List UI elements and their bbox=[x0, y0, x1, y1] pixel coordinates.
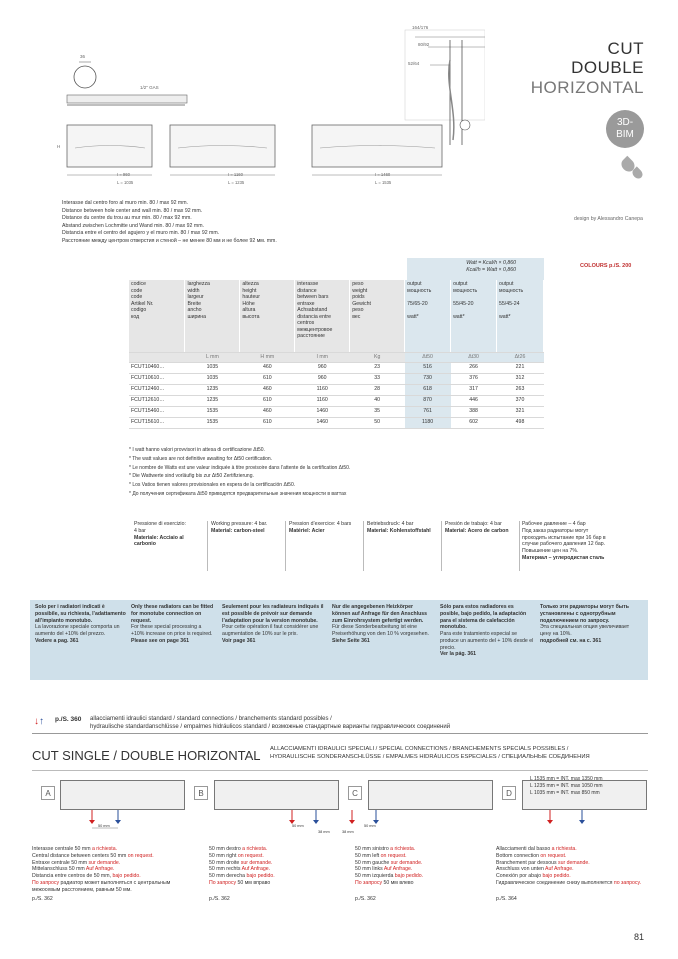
material-text: Materiale: Acciaio al carbonio bbox=[134, 534, 184, 548]
caption-highlight: По запросу bbox=[355, 879, 384, 886]
watt-note: * I watt hanno valori provvisori in attesa di certificazione Δt50. bbox=[129, 447, 265, 453]
cell-output: 498 bbox=[497, 417, 544, 428]
caption-line bbox=[209, 853, 339, 860]
caption-text: 50 mm left bbox=[355, 852, 381, 859]
col-header-output-1: output мощность 75/65-20 watt* bbox=[405, 280, 451, 352]
gas-label: 1/2" GAS bbox=[140, 85, 159, 90]
caption-line bbox=[209, 866, 339, 873]
cell: 1535 bbox=[185, 417, 240, 428]
distance-note: Distance du centre du trou au mur min. 80 / max 92 mm. bbox=[62, 215, 192, 222]
section-title: CUT SINGLE / DOUBLE HORIZONTAL bbox=[32, 748, 261, 763]
option-a-caption bbox=[32, 846, 197, 903]
col-header-output-2: output мощность 55/45-20 watt* bbox=[451, 280, 497, 352]
material-text: Material: Kohlenstoffstahl bbox=[367, 527, 431, 534]
3d-bim-badge[interactable] bbox=[606, 110, 644, 148]
caption-text: Гидравлическое соединение снизу выполняется bbox=[496, 879, 614, 886]
caption-text: 50 mm links bbox=[355, 866, 384, 873]
monotube-bold: Only these radiators can be fitted for monotube connection on request. bbox=[131, 604, 214, 624]
monotube-bold: Seulement pour les radiateurs indiqués il est possible de prévoir sur demande l’adaptation pour la version monotube. bbox=[222, 604, 324, 624]
standard-ref[interactable]: p./S. 360 bbox=[55, 716, 82, 723]
cell: 460 bbox=[240, 406, 295, 417]
monotube-text: La lavorazione speciale comporta un aumento del +10% del prezzo. bbox=[35, 624, 120, 637]
caption-text: Bottom connection bbox=[496, 852, 541, 859]
table-row bbox=[129, 384, 544, 395]
conversion-box bbox=[407, 258, 544, 280]
table-row bbox=[129, 373, 544, 384]
pressure-text: Presión de trabajo: 4 bar bbox=[445, 521, 502, 527]
cell-output: 761 bbox=[405, 406, 451, 417]
cell-output: 446 bbox=[451, 395, 497, 406]
cell-output: 221 bbox=[497, 362, 544, 373]
caption-text: 50 mm derecha bbox=[209, 873, 247, 879]
title-line-1: CUT bbox=[607, 39, 644, 58]
dim-50-a: 50 mm bbox=[98, 824, 110, 828]
distance-note: Interasse dal centro foro al muro min. 80 / max 92 mm. bbox=[62, 200, 188, 206]
monotube-ref[interactable]: Please see on page 361 bbox=[131, 637, 189, 644]
cell: 1235 bbox=[185, 395, 240, 406]
material-text: Material: Acero de carbon bbox=[445, 527, 509, 534]
watt-note: * Die Wattwerte sind vorläufig bis zur Δt50 Zertifizierung. bbox=[129, 473, 254, 480]
conversion-line: Kcal/h = Watt × 0,860 bbox=[466, 266, 516, 273]
d-note: L 1535 mm = INT. max 1350 mm bbox=[530, 776, 603, 782]
caption-highlight: on request. bbox=[127, 852, 154, 859]
standard-line-1: allacciamenti idraulici standard / standard connections / branchements standard possibles / bbox=[90, 716, 332, 722]
option-ref[interactable]: p./S. 362 bbox=[32, 896, 53, 903]
pressure-text: Betriebsdruck: 4 bar bbox=[367, 521, 414, 527]
d-note: L 1235 mm = INT. max 1050 mm bbox=[530, 782, 603, 789]
monotube-bold: Nur die angegebenen Heizkörper können auf Anfrage für den Anschluss zum Einrohrsystem gefertigt werden. bbox=[332, 604, 428, 624]
cell-code: FCUT10460… bbox=[129, 362, 185, 373]
caption-text: Branchement par dessous bbox=[496, 859, 558, 866]
caption-line bbox=[209, 846, 339, 853]
monotube-bold: Только эти радиаторы могут быть установлены с однотрубным подключением по запросу. bbox=[540, 604, 629, 624]
caption-line bbox=[355, 846, 485, 853]
cell: 50 bbox=[350, 417, 405, 428]
dim-164-176: 164/176 bbox=[412, 25, 429, 30]
caption-line bbox=[355, 860, 485, 867]
distance-note: Distance between hole center and wall min. 80 / max 92 mm. bbox=[62, 207, 203, 214]
rad3-i: I = 1460 bbox=[375, 172, 391, 177]
cell: 33 bbox=[350, 373, 405, 384]
caption-highlight: on request. bbox=[380, 852, 407, 859]
monotube-de bbox=[332, 604, 432, 645]
caption-highlight: Auf Anfrage. bbox=[545, 866, 574, 873]
caption-line bbox=[209, 860, 339, 867]
caption-line bbox=[355, 873, 485, 880]
cell-code: FCUT15610… bbox=[129, 417, 185, 428]
caption-text: Anschluss von unten bbox=[496, 866, 546, 873]
watt-note: * Los Vatios tienen valores provisionales en espera de la certificación Δt50. bbox=[129, 482, 296, 488]
caption-highlight: bajo pedido. bbox=[542, 873, 571, 879]
pressure-text: Working pressure: 4 bar. bbox=[211, 521, 268, 527]
caption-text: 50 мм вправо bbox=[237, 879, 271, 886]
caption-highlight: Auf Anfrage. bbox=[383, 866, 413, 873]
rad1-l: L = 1035 bbox=[117, 180, 134, 185]
caption-highlight: По запросу bbox=[209, 879, 238, 886]
caption-line bbox=[209, 873, 339, 880]
pipe-arrows bbox=[60, 808, 650, 838]
cell: 23 bbox=[350, 362, 405, 373]
monotube-text: Эта специальная опция увеличивает цену на 10%. bbox=[540, 624, 630, 637]
caption-line bbox=[32, 880, 197, 887]
caption-line bbox=[496, 866, 646, 873]
units-row bbox=[129, 352, 544, 362]
material-text: Material: carbon-steel bbox=[211, 527, 265, 534]
caption-line bbox=[496, 880, 646, 887]
cell-output: 317 bbox=[451, 384, 497, 395]
option-b-label: B bbox=[194, 786, 208, 800]
cell-code: FCUT10610… bbox=[129, 373, 185, 384]
radiator-c bbox=[368, 780, 493, 810]
caption-highlight: sur demande. bbox=[240, 859, 273, 866]
table-row bbox=[129, 417, 544, 428]
distance-note: Distancia entre el centro del agujero y el muro min. 80 / max 92 mm. bbox=[62, 230, 220, 237]
material-text: Материал – углеродистая сталь bbox=[522, 554, 605, 561]
pressure-text: Pression d’exercice: 4 bars bbox=[289, 521, 352, 527]
unit-cell: Δt50 bbox=[405, 352, 451, 362]
caption-highlight: bajo pedido. bbox=[112, 873, 141, 879]
rad2-l: L = 1235 bbox=[228, 180, 245, 185]
monotube-text: Para este tratamiento especial se produce un aumento del + 10% desde el precio. bbox=[440, 631, 534, 651]
pressure-ru bbox=[522, 521, 612, 562]
caption-text: 50 mm right bbox=[209, 852, 238, 859]
cell-output: 516 bbox=[405, 362, 451, 373]
cell-code: FCUT12610… bbox=[129, 395, 185, 406]
caption-highlight: Auf Anfrage. bbox=[85, 866, 115, 873]
divider bbox=[363, 521, 364, 571]
cell: 460 bbox=[240, 362, 295, 373]
caption-text: Entraxe centrale 50 mm bbox=[32, 859, 89, 866]
cell: 610 bbox=[240, 395, 295, 406]
conversion-line: Watt = Kcal/h × 0,860 bbox=[466, 260, 516, 266]
pressure-de bbox=[367, 521, 439, 535]
cell-output: 602 bbox=[451, 417, 497, 428]
unit-cell: Kg bbox=[350, 352, 405, 362]
caption-highlight: a richiesta. bbox=[551, 846, 577, 852]
caption-highlight: a richiesta. bbox=[91, 846, 118, 852]
h-label: H bbox=[57, 144, 61, 149]
col-header-code: codice code code Artikel Nr. codigo код bbox=[129, 280, 185, 352]
monotube-bold: Solo per i radiatori indicati è possibile, su richiesta, l’adattamento all’impianto monotubo. bbox=[35, 604, 126, 624]
radiator-b bbox=[214, 780, 339, 810]
dim-52-64: 52/64 bbox=[408, 61, 420, 66]
caption-highlight: a richiesta. bbox=[242, 846, 268, 852]
d-notes bbox=[530, 776, 602, 796]
caption-highlight: on request. bbox=[237, 852, 264, 859]
unit-cell: I mm bbox=[295, 352, 350, 362]
caption-line bbox=[496, 853, 646, 860]
caption-text: Interasse centrale 50 mm bbox=[32, 846, 92, 852]
title-line-2: DOUBLE bbox=[571, 58, 644, 77]
unit-cell: H mm bbox=[240, 352, 295, 362]
option-c-caption bbox=[355, 846, 485, 903]
caption-highlight: sur demande. bbox=[390, 859, 423, 866]
cell-output: 1180 bbox=[405, 417, 451, 428]
caption-text: 50 mm sinistro bbox=[355, 846, 391, 852]
caption-text: Distancia entre centros de 50 mm, bbox=[32, 873, 113, 879]
caption-highlight: on request. bbox=[540, 852, 567, 859]
pressure-en bbox=[211, 521, 283, 535]
watt-notes bbox=[129, 447, 350, 500]
col-header-distance: interasse distance between bars entraxe Achsabstand distancia entre centros межцентровое расстояние bbox=[295, 280, 350, 352]
cell-output: 312 bbox=[497, 373, 544, 384]
page-number: 81 bbox=[634, 932, 645, 942]
caption-text: Mittelanschluss 50 mm bbox=[32, 866, 86, 873]
divider bbox=[32, 770, 648, 771]
cell: 960 bbox=[295, 362, 350, 373]
divider bbox=[285, 521, 286, 571]
caption-line bbox=[496, 873, 646, 880]
monotube-bold: Sólo para estos radiadores es posible, bajo pedido, la adaptación para el sistema de calefacción monotubo. bbox=[440, 604, 527, 631]
watt-note: * The watt values are not definitive awaiting for Δt50 certification. bbox=[129, 455, 273, 462]
cell: 1460 bbox=[295, 406, 350, 417]
col-header-weight: peso weight poids Gewicht peso вес bbox=[350, 280, 405, 352]
cell: 460 bbox=[240, 384, 295, 395]
monotube-ru bbox=[540, 604, 638, 645]
caption-text: Conexión por abajo bbox=[496, 873, 543, 879]
cell-output: 263 bbox=[497, 384, 544, 395]
divider bbox=[519, 521, 520, 571]
caption-line bbox=[355, 866, 485, 873]
dim-80-92: 80/92 bbox=[418, 42, 430, 47]
caption-line bbox=[32, 873, 197, 880]
caption-line bbox=[496, 846, 646, 853]
caption-text: Central distance between centers 50 mm bbox=[32, 852, 128, 859]
option-ref[interactable]: p./S. 364 bbox=[496, 896, 517, 902]
monotube-ref[interactable]: Ver la pág. 361 bbox=[440, 651, 477, 658]
standard-line-2: hydraulische standardanschlüsse / empalmes hidráulicos standard / возможные стандартные варианты гидравлических соединений bbox=[90, 724, 451, 730]
cell: 1535 bbox=[185, 406, 240, 417]
cell: 28 bbox=[350, 384, 405, 395]
cell: 1035 bbox=[185, 362, 240, 373]
caption-highlight: bajo pedido. bbox=[394, 873, 424, 879]
pressure-fr bbox=[289, 521, 361, 535]
option-b-caption bbox=[209, 846, 339, 903]
pressure-text: 4 bar bbox=[134, 527, 146, 534]
monotube-text: Für diese Sonderbearbeitung ist eine Preiserhöhung von den 10 % vorgesehen. bbox=[332, 624, 429, 637]
cell: 35 bbox=[350, 406, 405, 417]
design-credit: design by Alessandro Canepa bbox=[574, 216, 643, 222]
pressure-text: Pressione di esercizio: bbox=[134, 521, 186, 527]
divider bbox=[441, 521, 442, 571]
caption-line bbox=[32, 860, 197, 867]
distance-note: Abstand zwischen Lochmitte und Wand min. 80 / max 92 mm. bbox=[62, 222, 204, 229]
cell-output: 870 bbox=[405, 395, 451, 406]
pressure-es bbox=[445, 521, 517, 535]
option-ref[interactable]: p./S. 362 bbox=[209, 896, 230, 902]
monotube-ref[interactable]: Siehe Seite 361 bbox=[332, 637, 370, 644]
table-row bbox=[129, 362, 544, 373]
monotube-ref[interactable]: Voir page 361 bbox=[222, 637, 256, 644]
monotube-ref[interactable]: подробней см. на с. 361 bbox=[540, 637, 602, 644]
rad2-i: I = 1160 bbox=[228, 172, 243, 177]
monotube-fr bbox=[222, 604, 326, 645]
cell: 1160 bbox=[295, 384, 350, 395]
caption-text: 50 mm gauche bbox=[355, 859, 391, 866]
dim-36: 36 bbox=[80, 54, 86, 59]
dim-38-b: 38 mm bbox=[318, 830, 330, 834]
pressure-it bbox=[134, 521, 204, 548]
caption-text: 50 mm rechts bbox=[209, 866, 242, 873]
d-note: L 1035 mm = INT. max 850 mm bbox=[530, 789, 600, 796]
connection-arrows-icon: ↓↑ bbox=[34, 716, 44, 727]
col-header-output-3: output мощность 55/45-24 watt* bbox=[497, 280, 544, 352]
special-line-2: HYDRAULISCHE SONDERANSCHLÜSSE / EMPALMES HIDRÁULICOS ESPECIALES / СПЕЦИАЛЬНЫЕ СОЕДИНЕНИЯ bbox=[270, 754, 590, 760]
unit-cell: Δt30 bbox=[451, 352, 497, 362]
option-d-label: D bbox=[502, 786, 516, 800]
monotube-it bbox=[35, 604, 127, 645]
table-row bbox=[129, 395, 544, 406]
dim-50-b: 50 mm bbox=[292, 824, 304, 828]
caption-text: 50 мм влево bbox=[383, 879, 414, 886]
caption-line bbox=[32, 866, 197, 873]
caption-text: радиатор может выполняться с центральным bbox=[60, 879, 171, 886]
caption-highlight: По запросу bbox=[32, 879, 61, 886]
caption-text: межосевым расстоянием, равным 50 мм. bbox=[32, 886, 132, 893]
table-row bbox=[129, 406, 544, 417]
caption-line bbox=[355, 853, 485, 860]
cell-code: FCUT15460… bbox=[129, 406, 185, 417]
cell-output: 370 bbox=[497, 395, 544, 406]
option-c-label: C bbox=[348, 786, 362, 800]
3d-bim-label: 3D- BIM bbox=[616, 117, 634, 140]
cell: 610 bbox=[240, 417, 295, 428]
cell-output: 266 bbox=[451, 362, 497, 373]
cell-output: 618 bbox=[405, 384, 451, 395]
caption-highlight: bajo pedido. bbox=[246, 873, 275, 879]
cell-output: 376 bbox=[451, 373, 497, 384]
caption-line bbox=[32, 846, 197, 853]
monotube-es bbox=[440, 604, 534, 658]
watt-note: * Le nombre de Watts est une valeur indiquée à titre provisoire dans l’attente de la certification Δt50. bbox=[129, 464, 351, 471]
technical-drawings bbox=[55, 25, 485, 195]
rad3-l: L = 1535 bbox=[375, 180, 392, 185]
monotube-text: For these special processing a +10% increase on price is required. bbox=[131, 624, 213, 637]
caption-highlight: sur demande. bbox=[88, 859, 121, 866]
cell: 610 bbox=[240, 373, 295, 384]
option-d-caption bbox=[496, 846, 646, 903]
divider bbox=[207, 521, 208, 571]
cell: 1035 bbox=[185, 373, 240, 384]
cell: 1160 bbox=[295, 395, 350, 406]
cell: 960 bbox=[295, 373, 350, 384]
spec-table bbox=[129, 280, 544, 429]
material-text: Matériel: Acier bbox=[289, 527, 325, 534]
dim-38-c: 38 mm bbox=[342, 830, 354, 834]
option-a-label: A bbox=[41, 786, 55, 800]
cell: 40 bbox=[350, 395, 405, 406]
col-header-width: larghezza width largeur Breite ancho ширина bbox=[185, 280, 240, 352]
caption-highlight: sur demande. bbox=[558, 859, 590, 866]
col-header-height: altezza height hauteur Höhe altura высота bbox=[240, 280, 295, 352]
distance-notes bbox=[62, 200, 277, 245]
cell-output: 388 bbox=[451, 406, 497, 417]
title-line-3: HORIZONTAL bbox=[530, 78, 644, 97]
distance-note: Расстояние между центром отверстия и стеной – не менее 80 мм и не более 92 мм. mm. bbox=[62, 237, 277, 244]
caption-highlight: a richiesta. bbox=[390, 846, 416, 852]
radiator-a bbox=[60, 780, 185, 810]
monotube-en bbox=[131, 604, 215, 645]
cell-code: FCUT12460… bbox=[129, 384, 185, 395]
monotube-ref[interactable]: Vedere a pag. 361 bbox=[35, 637, 79, 644]
divider bbox=[32, 733, 648, 734]
cell: 1235 bbox=[185, 384, 240, 395]
caption-line bbox=[32, 887, 197, 894]
cell: 1460 bbox=[295, 417, 350, 428]
unit-cell bbox=[129, 352, 185, 362]
caption-text: 50 mm droite bbox=[209, 859, 241, 866]
cell-output: 730 bbox=[405, 373, 451, 384]
caption-text: 50 mm izquierda bbox=[355, 873, 395, 879]
colours-link[interactable]: COLOURS p./S. 200 bbox=[580, 263, 632, 269]
dim-50-c: 50 mm bbox=[364, 824, 376, 828]
caption-text: Allacciamenti dal basso bbox=[496, 846, 552, 852]
caption-line bbox=[32, 853, 197, 860]
caption-line bbox=[209, 880, 339, 887]
option-ref[interactable]: p./S. 362 bbox=[355, 896, 376, 902]
caption-line bbox=[496, 860, 646, 867]
unit-cell: Δt26 bbox=[497, 352, 544, 362]
caption-line bbox=[355, 880, 485, 887]
caption-highlight: по запросу. bbox=[613, 879, 642, 886]
caption-text: 50 mm destro bbox=[209, 846, 243, 852]
pressure-text: Рабочее давление – 4 бар Под заказ радиаторы могут проходить испытание при 16 бар в случае рабочего давления 12 бар. Повышение цен на 7%. bbox=[522, 521, 606, 554]
rad1-i: I = 960 bbox=[117, 172, 130, 177]
special-line-1: ALLACCIAMENTI IDRAULICI SPECIALI / SPECIAL CONNECTIONS / BRANCHEMENTS SPECIALS POSSIBLES / bbox=[270, 746, 569, 752]
unit-cell: L mm bbox=[185, 352, 240, 362]
caption-highlight: Auf Anfrage. bbox=[241, 866, 271, 873]
watt-note: * До получения сертификата Δt50 приводятся предварительные значения мощности в ваттах bbox=[129, 490, 347, 497]
monotube-text: Pour cette opération il faut considérer une augmentation de 10% sur le prix. bbox=[222, 624, 319, 637]
table-header-row bbox=[129, 280, 544, 352]
cell-output: 321 bbox=[497, 406, 544, 417]
